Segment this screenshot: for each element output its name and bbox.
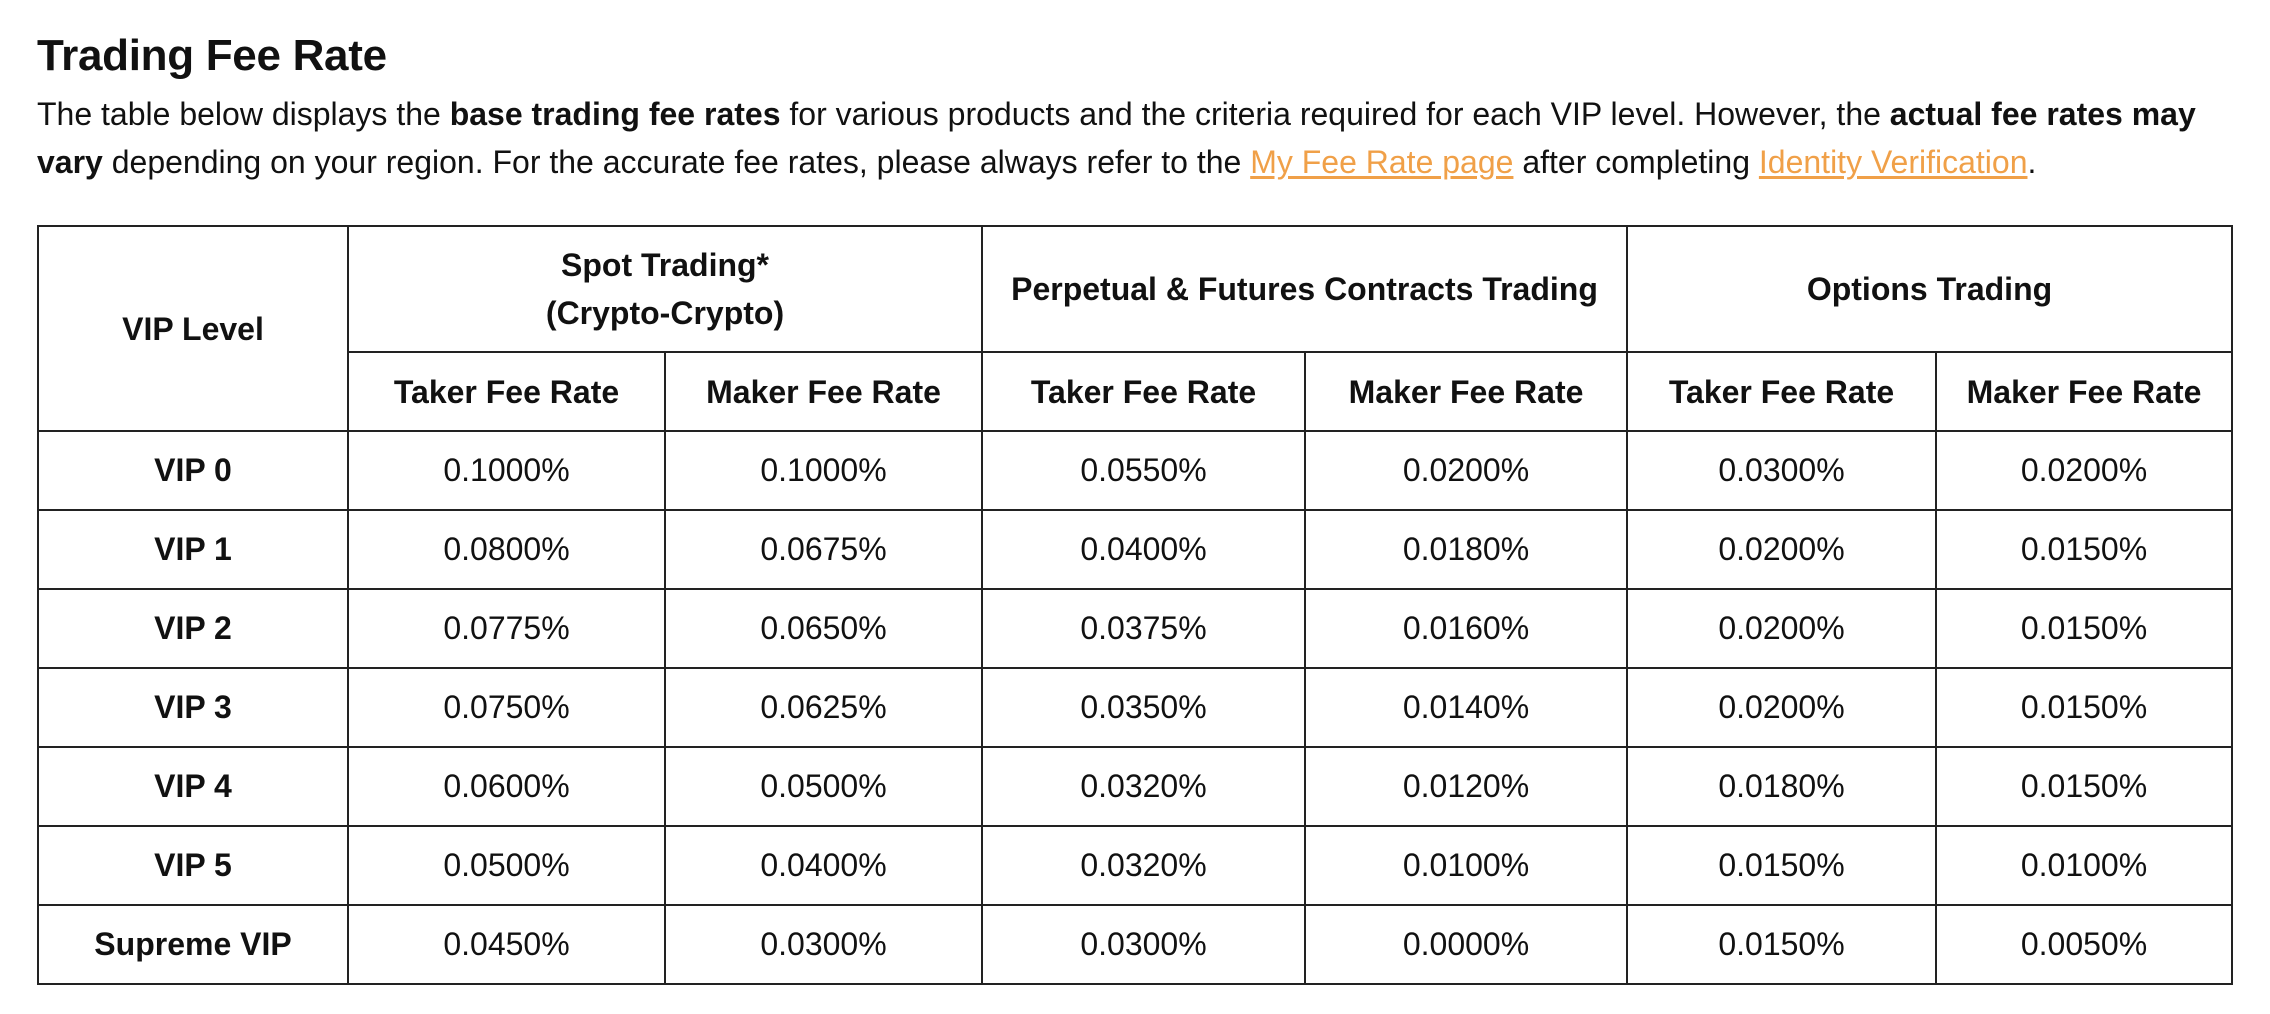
spot-taker-cell: 0.0800% <box>348 510 665 589</box>
options-maker-cell: 0.0150% <box>1936 510 2232 589</box>
identity-verification-link[interactable]: Identity Verification <box>1758 144 2028 180</box>
perpetual-maker-cell: 0.0140% <box>1305 668 1627 747</box>
intro-bold-2: actual fee rates may vary <box>37 96 2196 180</box>
options-taker-cell: 0.0150% <box>1627 905 1936 984</box>
table-row <box>38 826 2232 905</box>
vip-level-cell: VIP 5 <box>38 826 348 905</box>
vip-level-cell: Supreme VIP <box>38 905 348 984</box>
options-taker-cell: 0.0200% <box>1627 589 1936 668</box>
spot-taker-cell: 0.0450% <box>348 905 665 984</box>
perpetual-taker-cell: 0.0375% <box>982 589 1305 668</box>
perpetual-maker-cell: 0.0200% <box>1305 431 1627 510</box>
spot-taker-cell: 0.1000% <box>348 431 665 510</box>
table-row <box>38 905 2232 984</box>
table-row <box>38 668 2232 747</box>
options-maker-cell: 0.0150% <box>1936 668 2232 747</box>
intro-text-4: after completing <box>1513 144 1759 180</box>
spot-maker-cell: 0.0500% <box>665 747 982 826</box>
intro-text-3: depending on your region. For the accurate fee rates, please always refer to the <box>102 144 1251 180</box>
options-taker-cell: 0.0180% <box>1627 747 1936 826</box>
options-maker-header: Maker Fee Rate <box>1936 352 2232 431</box>
vip-level-cell: VIP 1 <box>38 510 348 589</box>
spot-maker-header: Maker Fee Rate <box>665 352 982 431</box>
spot-trading-title: Spot Trading* <box>561 247 769 283</box>
intro-text-1: The table below displays the <box>37 96 450 132</box>
perpetual-maker-cell: 0.0180% <box>1305 510 1627 589</box>
spot-maker-cell: 0.0650% <box>665 589 982 668</box>
perpetual-taker-cell: 0.0300% <box>982 905 1305 984</box>
perpetual-taker-cell: 0.0550% <box>982 431 1305 510</box>
table-row <box>38 747 2232 826</box>
fee-rate-table <box>37 225 2233 985</box>
spot-maker-cell: 0.0300% <box>665 905 982 984</box>
options-taker-cell: 0.0300% <box>1627 431 1936 510</box>
intro-paragraph <box>37 90 2247 186</box>
perpetual-maker-cell: 0.0120% <box>1305 747 1627 826</box>
vip-level-cell: VIP 4 <box>38 747 348 826</box>
spot-taker-cell: 0.0500% <box>348 826 665 905</box>
perpetual-futures-header: Perpetual & Futures Contracts Trading <box>982 226 1627 352</box>
spot-taker-cell: 0.0600% <box>348 747 665 826</box>
options-maker-cell: 0.0150% <box>1936 589 2232 668</box>
options-taker-cell: 0.0200% <box>1627 668 1936 747</box>
intro-bold-1: base trading fee rates <box>449 96 781 132</box>
perpetual-taker-cell: 0.0320% <box>982 747 1305 826</box>
perpetual-taker-header: Taker Fee Rate <box>982 352 1305 431</box>
intro-text-5: . <box>2027 144 2037 180</box>
table-row <box>38 589 2232 668</box>
options-maker-cell: 0.0050% <box>1936 905 2232 984</box>
spot-taker-cell: 0.0750% <box>348 668 665 747</box>
perpetual-maker-cell: 0.0160% <box>1305 589 1627 668</box>
table-sub-header-row <box>38 352 2232 431</box>
spot-maker-cell: 0.0400% <box>665 826 982 905</box>
spot-taker-header: Taker Fee Rate <box>348 352 665 431</box>
vip-level-cell: VIP 3 <box>38 668 348 747</box>
spot-maker-cell: 0.0675% <box>665 510 982 589</box>
intro-text-2: for various products and the criteria required for each VIP level. However, the <box>780 96 1890 132</box>
page-title: Trading Fee Rate <box>37 31 387 80</box>
vip-level-cell: VIP 0 <box>38 431 348 510</box>
options-maker-cell: 0.0200% <box>1936 431 2232 510</box>
vip-level-header: VIP Level <box>38 226 348 431</box>
options-maker-cell: 0.0150% <box>1936 747 2232 826</box>
perpetual-taker-cell: 0.0350% <box>982 668 1305 747</box>
options-taker-header: Taker Fee Rate <box>1627 352 1936 431</box>
perpetual-maker-cell: 0.0000% <box>1305 905 1627 984</box>
perpetual-maker-header: Maker Fee Rate <box>1305 352 1627 431</box>
options-taker-cell: 0.0150% <box>1627 826 1936 905</box>
spot-trading-subtitle: (Crypto-Crypto) <box>545 295 785 331</box>
spot-maker-cell: 0.0625% <box>665 668 982 747</box>
table-group-header-row <box>38 226 2232 352</box>
my-fee-rate-link[interactable]: My Fee Rate page <box>1250 144 1514 180</box>
perpetual-maker-cell: 0.0100% <box>1305 826 1627 905</box>
perpetual-taker-cell: 0.0320% <box>982 826 1305 905</box>
spot-maker-cell: 0.1000% <box>665 431 982 510</box>
spot-trading-header <box>348 226 982 352</box>
table-row <box>38 431 2232 510</box>
options-maker-cell: 0.0100% <box>1936 826 2232 905</box>
table-row <box>38 510 2232 589</box>
spot-taker-cell: 0.0775% <box>348 589 665 668</box>
options-taker-cell: 0.0200% <box>1627 510 1936 589</box>
options-trading-header: Options Trading <box>1627 226 2232 352</box>
perpetual-taker-cell: 0.0400% <box>982 510 1305 589</box>
vip-level-cell: VIP 2 <box>38 589 348 668</box>
fee-table-body <box>38 431 2232 984</box>
